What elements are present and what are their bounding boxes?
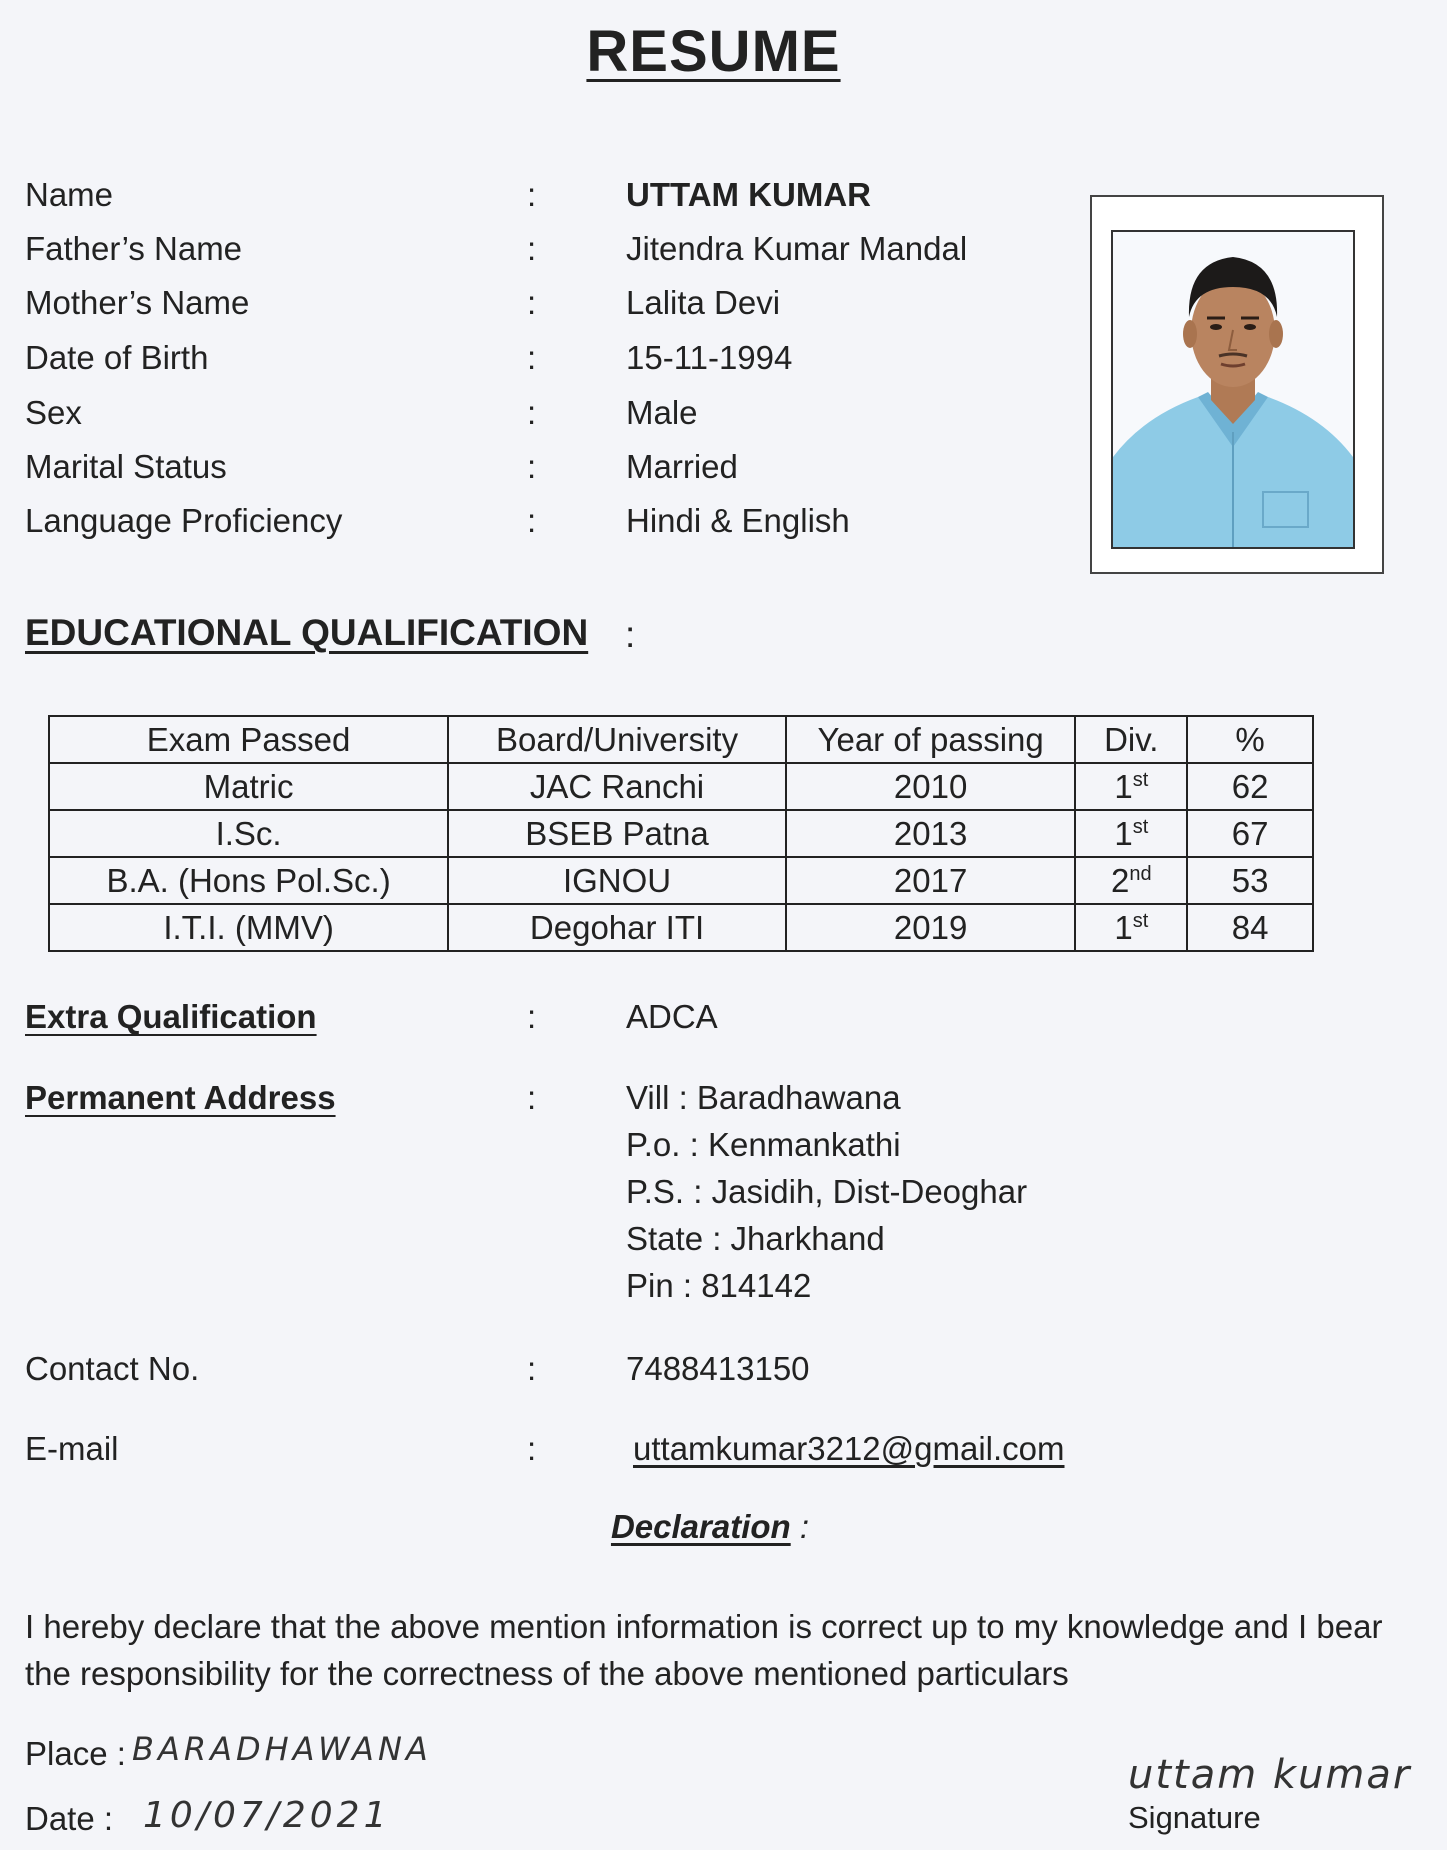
declaration-heading: Declaration :	[610, 1508, 810, 1545]
column-header: Year of passing	[786, 716, 1075, 763]
exam-cell: I.Sc.	[49, 810, 448, 857]
year-cell: 2019	[786, 904, 1075, 951]
language-value: Hindi & English	[626, 502, 850, 539]
division-cell: 2nd	[1075, 857, 1187, 904]
contact-label: Contact No.	[25, 1350, 200, 1387]
division-cell: 1st	[1075, 763, 1187, 810]
father-name-value: Jitendra Kumar Mandal	[626, 230, 968, 267]
place-value: BARADHAWANA	[132, 1730, 432, 1768]
dob-value: 15-11-1994	[626, 339, 793, 376]
column-header: Div.	[1075, 716, 1187, 763]
resume-title: RESUME	[586, 19, 841, 84]
percent-cell: 53	[1187, 857, 1313, 904]
father-name-label: Father’s Name	[25, 230, 243, 267]
table-row	[49, 857, 1313, 904]
board-cell: IGNOU	[448, 857, 786, 904]
board-cell: Degohar ITI	[448, 904, 786, 951]
table-row	[49, 763, 1313, 810]
passport-photo	[1090, 195, 1384, 574]
exam-cell: B.A. (Hons Pol.Sc.)	[49, 857, 448, 904]
date-label: Date :	[25, 1800, 114, 1837]
column-header: %	[1187, 716, 1313, 763]
board-cell: BSEB Patna	[448, 810, 786, 857]
signature-label: Signature	[1128, 1800, 1261, 1835]
place-label: Place :	[25, 1735, 126, 1772]
colon: :	[625, 614, 636, 655]
year-cell: 2017	[786, 857, 1075, 904]
colon: :	[527, 1079, 537, 1116]
percent-cell: 67	[1187, 810, 1313, 857]
contact-value: 7488413150	[626, 1350, 810, 1387]
colon: :	[527, 448, 537, 485]
percent-cell: 62	[1187, 763, 1313, 810]
date-value: 10/07/2021	[143, 1795, 391, 1836]
email-link[interactable]: uttamkumar3212@gmail.com	[633, 1430, 1065, 1467]
language-label: Language Proficiency	[25, 502, 343, 539]
percent-cell: 84	[1187, 904, 1313, 951]
name-value: UTTAM KUMAR	[626, 176, 872, 213]
year-cell: 2013	[786, 810, 1075, 857]
dob-label: Date of Birth	[25, 339, 209, 376]
table-row	[49, 904, 1313, 951]
colon: :	[527, 502, 537, 539]
education-table	[48, 715, 1314, 952]
extra-qualification-label: Extra Qualification	[25, 998, 317, 1035]
colon: :	[527, 284, 537, 321]
year-cell: 2010	[786, 763, 1075, 810]
photo-frame	[1111, 230, 1355, 549]
board-cell: JAC Ranchi	[448, 763, 786, 810]
table-header-row	[49, 716, 1313, 763]
handwritten-signature: uttam kumar	[1128, 1752, 1412, 1798]
address-line: P.S. : Jasidih, Dist-Deoghar	[626, 1173, 1028, 1210]
colon: :	[527, 230, 537, 267]
colon: :	[527, 339, 537, 376]
address-line: Pin : 814142	[626, 1267, 812, 1304]
division-cell: 1st	[1075, 810, 1187, 857]
exam-cell: Matric	[49, 763, 448, 810]
sex-label: Sex	[25, 394, 82, 431]
declaration-text: I hereby declare that the above mention information is correct up to my knowledge and I bear the responsibility for the correctness of the above mentioned particulars	[25, 1608, 1383, 1692]
marital-status-value: Married	[626, 448, 738, 485]
colon: :	[527, 1430, 537, 1467]
education-heading: EDUCATIONAL QUALIFICATION	[25, 612, 589, 653]
address-line: P.o. : Kenmankathi	[626, 1126, 901, 1163]
colon: :	[527, 1350, 537, 1387]
sex-value: Male	[626, 394, 698, 431]
address-line: State : Jharkhand	[626, 1220, 885, 1257]
person-photo	[1113, 232, 1353, 547]
colon: :	[527, 394, 537, 431]
exam-cell: I.T.I. (MMV)	[49, 904, 448, 951]
marital-status-label: Marital Status	[25, 448, 227, 485]
colon: :	[527, 176, 537, 213]
colon: :	[527, 998, 537, 1035]
column-header: Exam Passed	[49, 716, 448, 763]
address-line: Vill : Baradhawana	[626, 1079, 901, 1116]
column-header: Board/University	[448, 716, 786, 763]
table-row	[49, 810, 1313, 857]
permanent-address-label: Permanent Address	[25, 1079, 336, 1116]
mother-name-value: Lalita Devi	[626, 284, 781, 321]
mother-name-label: Mother’s Name	[25, 284, 250, 321]
extra-qualification-value: ADCA	[626, 998, 718, 1035]
name-label: Name	[25, 176, 114, 213]
division-cell: 1st	[1075, 904, 1187, 951]
email-label: E-mail	[25, 1430, 119, 1467]
